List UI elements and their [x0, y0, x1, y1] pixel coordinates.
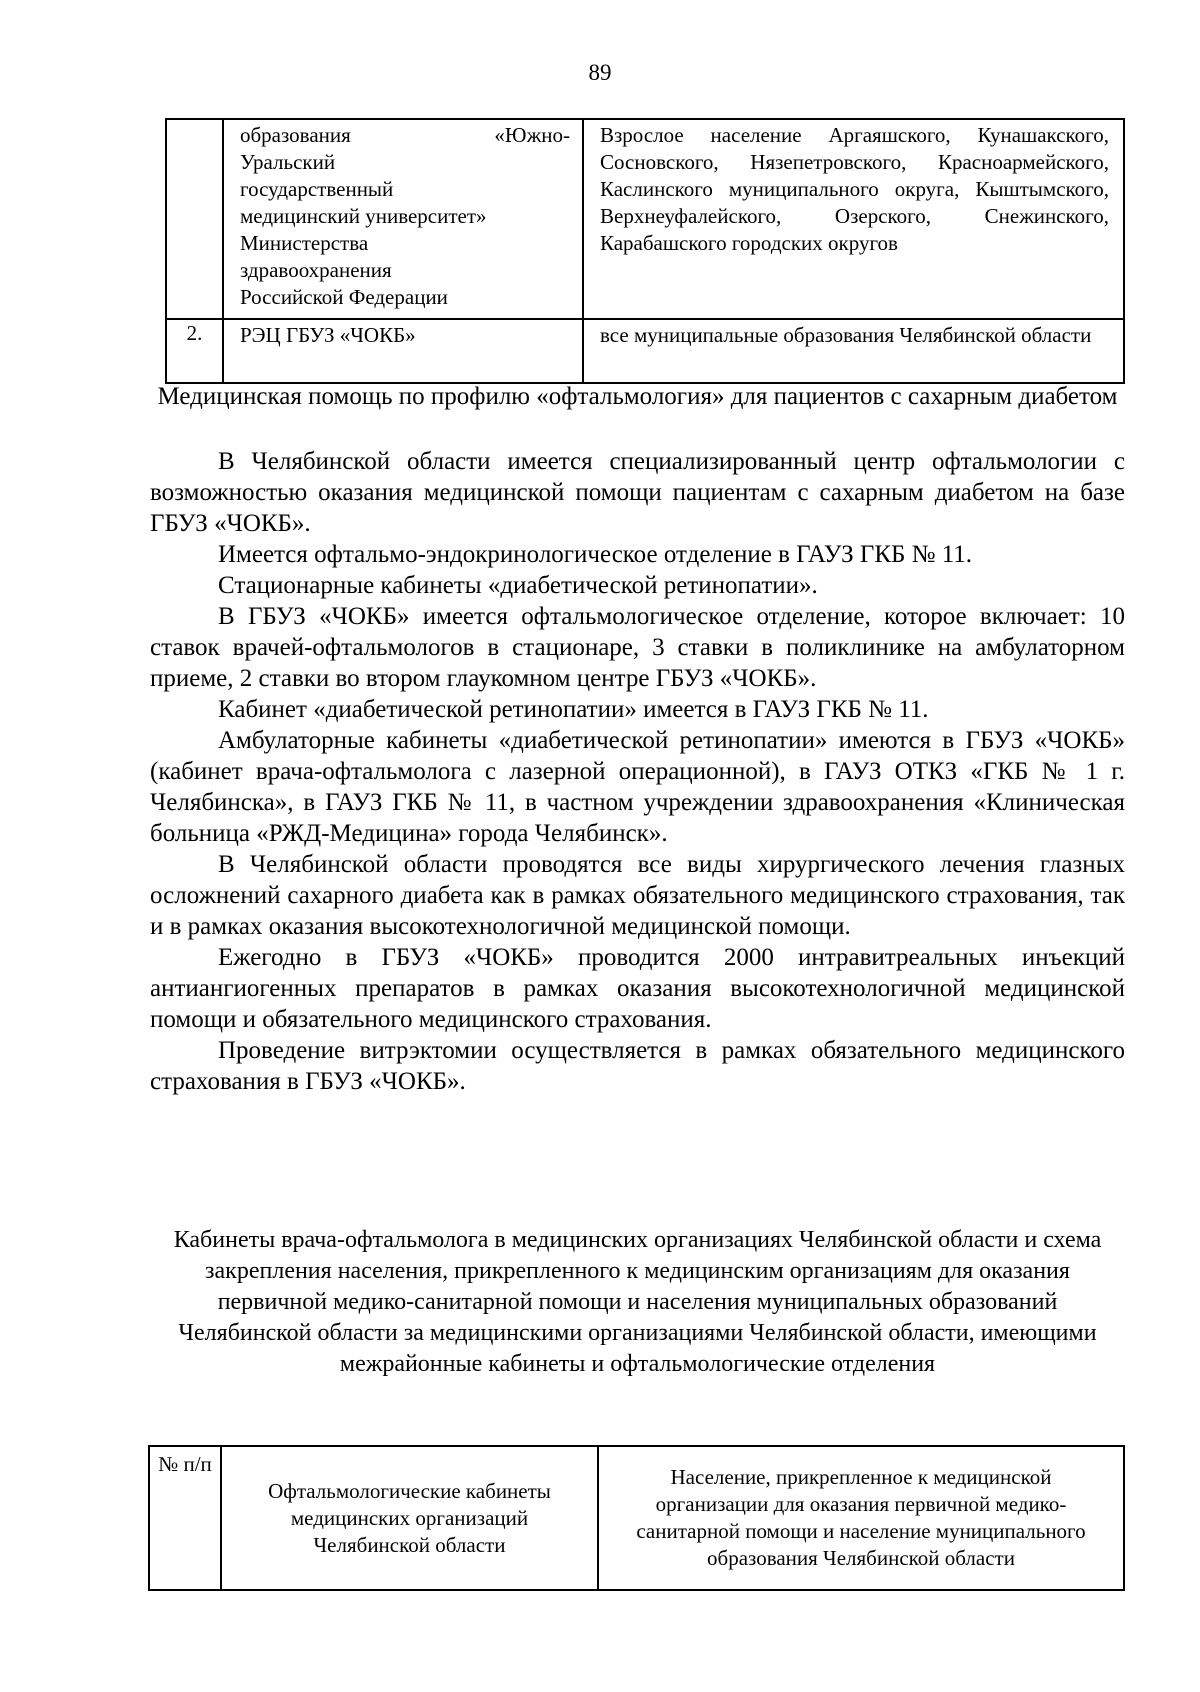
row-number-cell: 2.	[166, 319, 223, 383]
header-offices: Офтальмологические кабинеты медицинских организаций Челябинской области	[221, 1446, 598, 1590]
organization-cell	[223, 119, 583, 319]
header-number: № п/п	[149, 1446, 221, 1590]
org-line: здравоохранения	[240, 258, 392, 282]
table-row	[166, 319, 1124, 383]
org-line: медицинский университет»	[240, 204, 487, 228]
population-cell: все муниципальные образования Челябинской области	[583, 319, 1124, 383]
table-row	[166, 119, 1124, 319]
section-title-ophthalmology-diabetes: Медицинская помощь по профилю «офтальмология» для пациентов с сахарным диабетом	[157, 383, 1118, 410]
org-line: государственный	[240, 177, 394, 201]
paragraph: В Челябинской области проводятся все виды хирургического лечения глазных осложнений сахарного диабета как в рамках обязательного медицинского страхования, так и в рамках оказания высокотехнологичной медицинской помощи.	[150, 851, 1125, 940]
paragraph: Проведение витрэктомии осуществляется в рамках обязательного медицинского страхования в ГБУЗ «ЧОКБ».	[150, 1037, 1125, 1095]
page-number: 89	[588, 60, 612, 85]
table-header-row	[149, 1446, 1124, 1590]
paragraph: Стационарные кабинеты «диабетической ретинопатии».	[218, 572, 818, 599]
body-text	[150, 446, 1125, 1097]
paragraph: Амбулаторные кабинеты «диабетической ретинопатии» имеются в ГБУЗ «ЧОКБ» (кабинет врача-офтальмолога с лазерной операционной), в ГАУЗ ОТКЗ «ГКБ № 1 г. Челябинска», в ГАУЗ ГКБ № 11, в частном учреждении здравоохранения «Клиническая больница «РЖД-Медицина» города Челябинск».	[150, 727, 1125, 847]
header-population: Население, прикрепленное к медицинской организации для оказания первичной медико-санитарной помощи и население муниципального образования Челябинской области	[598, 1446, 1124, 1590]
organization-cell: РЭЦ ГБУЗ «ЧОКБ»	[223, 319, 583, 383]
section-title-ophthalmology-offices: Кабинеты врача-офтальмолога в медицинских организациях Челябинской области и схема закрепления населения, прикрепленного к медицинским организациям для оказания первичной медико-санитарной помощи и населения муниципальных образований Челябинской области за медицинскими организациями Челябинской области, имеющими межрайонные кабинеты и офтальмологические отделения	[173, 1227, 1102, 1377]
paragraph: В ГБУЗ «ЧОКБ» имеется офтальмологическое отделение, которое включает: 10 ставок врачей-офтальмологов в стационаре, 3 ставки в поликлинике на амбулаторном приеме, 2 ставки во втором глаукомном центре ГБУЗ «ЧОКБ».	[150, 603, 1125, 692]
org-line: Российской Федерации	[240, 285, 448, 309]
offices-table-header	[148, 1445, 1125, 1591]
paragraph: Ежегодно в ГБУЗ «ЧОКБ» проводится 2000 интравитреальных инъекций антиангиогенных препаратов в рамках оказания высокотехнологичной медицинской помощи и обязательного медицинского страхования.	[150, 944, 1125, 1033]
org-line: Министерства	[240, 231, 369, 255]
paragraph: Кабинет «диабетической ретинопатии» имеется в ГАУЗ ГКБ № 11.	[218, 696, 929, 723]
row-number-cell	[166, 119, 223, 319]
paragraph: В Челябинской области имеется специализированный центр офтальмологии с возможностью оказания медицинской помощи пациентам с сахарным диабетом на базе ГБУЗ «ЧОКБ».	[150, 448, 1125, 537]
org-line: образования «Южно-	[240, 123, 570, 147]
paragraph: Имеется офтальмо-эндокринологическое отделение в ГАУЗ ГКБ № 11.	[218, 541, 973, 568]
continuation-table	[165, 118, 1125, 384]
org-line: Уральский	[240, 150, 336, 174]
population-cell: Взрослое население Аргаяшского, Кунашакского, Сосновского, Нязепетровского, Красноармейского, Каслинского муниципального округа, Кыштымского, Верхнеуфалейского, Озерского, Снежинского, Карабашского городских округов	[583, 119, 1124, 319]
